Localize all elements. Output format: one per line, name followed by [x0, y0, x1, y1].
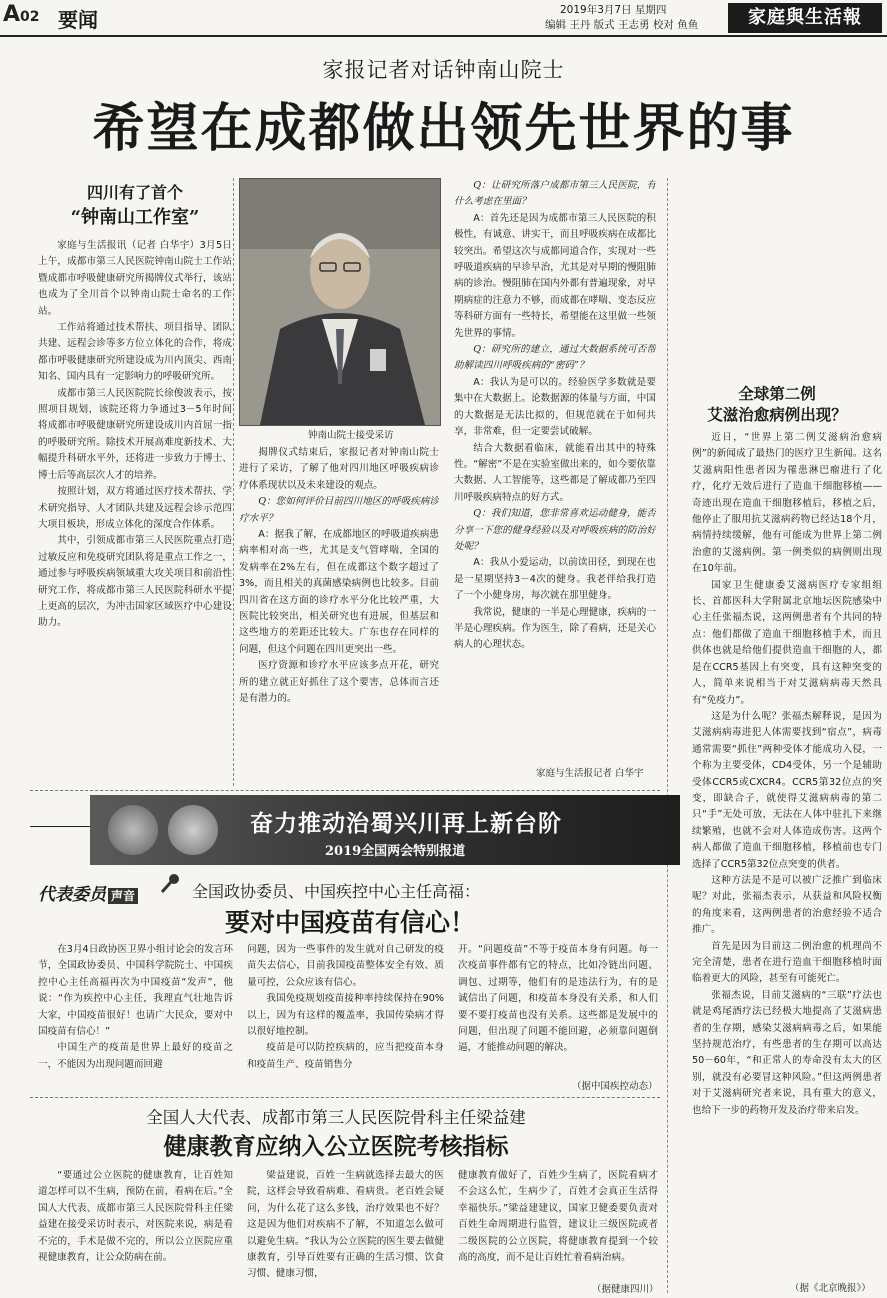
left-story-title-2: “钟南山工作室”: [70, 207, 200, 228]
aids-story-paragraph: 近日，“世界上第二例艾滋病治愈病例”的新闻成了最热门的医疗卫生新闻。这名艾滋病阳性患者因为罹患淋巴瘤进行了化疗，化疗无效后进行了造血干细胞移植——奇迹出现在造血干细胞移植后，移植之后，他停止了服用抗艾滋病药物已经达18个月，病情持续缓解，他有可能成为世界上第二例治愈的艾滋病例。第一例类似的病例则出现在10年前。: [692, 432, 882, 575]
portrait-illustration: [240, 179, 440, 425]
voice-tag: 声音: [108, 888, 138, 904]
section-divider: [30, 1097, 660, 1098]
aids-story-paragraph: 国家卫生健康委艾滋病医疗专家组组长、首都医科大学附属北京地坛医院感染中心主任张福杰说，这两例患者有个共同的特点：他们都做了造血干细胞移植手术，而且供体也就是给他们提供造血干细胞的人，都是在CCR5基因上有突变，具有这种突变的人，简单来说相当于对艾滋病病毒天然具有“免疫力”。: [692, 579, 882, 706]
interview-paragraph: 我常说，健康的一半是心理健康，疾病的一半是心理疾病。作为医生，除了看病，还是关心病人的心理状态。: [454, 606, 656, 651]
left-story-paragraph: 工作站将通过技术帮扶、项目指导、团队共建、远程会诊等多方位立体化的合作，将成都市呼吸健康研究所建设成为川内顶尖、西南知名、国内具有一定影响力的呼吸研究所。: [38, 322, 232, 383]
interview-question: Q：我们知道，您非常喜欢运动健身，能否分享一下您的健身经验以及对呼吸疾病的防治好处呢？: [454, 508, 656, 552]
interview-question: Q：让研究所落户成都市第三人民医院，有什么考虑在里面？: [454, 180, 656, 208]
left-story-paragraph: 家庭与生活报讯（记者 白华宇）3月5日上午，成都市第三人民医院钟南山院士工作站暨成都市呼吸健康研究所揭牌仪式举行，该站也成为了全川首个以钟南山院士命名的工作站。: [38, 240, 232, 317]
vaccine-col-3: [458, 942, 658, 1078]
page-num: 02: [20, 9, 40, 25]
health-col-2: [247, 1168, 444, 1294]
aids-story-source: （据《北京晚报》）: [790, 1283, 871, 1294]
masthead-logo: [728, 3, 882, 33]
left-story-paragraph: 按照计划，双方将通过医疗技术帮扶、学术研究指导、人才团队共建及远程会诊示范四大项目板块，形成立体化的深度合作体系。: [38, 486, 232, 530]
banner-subtitle: 2019全国两会特别报道: [325, 844, 466, 859]
vaccine-paragraph: 问题，因为一些事件的发生就对自己研发的疫苗失去信心，目前我国疫苗整体安全有效、质量可控，公众应该有信心。: [247, 944, 444, 988]
vaccine-paragraph: 在3月4日政协医卫界小组讨论会的发言环节，全国政协委员、中国科学院院士、中国疾控中心主任高福再次为中国疫苗“发声”，他说：“作为疾控中心主任，我理直气壮地告诉大家，中国疫苗很好！也请广大民众，要对中国疫苗有信心！”: [38, 944, 233, 1038]
interview-byline: 家庭与生活报记者 白华宇: [536, 768, 644, 779]
left-story-paragraph: 其中，引领成都市第三人民医院重点打造过敏反应和免疫研究团队将是重点工作之一，通过参与呼吸疾病领域重大攻关项目和前沿性研究工作，将成都市第三人民医院科研水平提上更高的层次，为冲击国家区域医疗中心建设助力。: [38, 535, 232, 629]
interview-question: Q：您如何评价目前四川地区的呼吸疾病诊疗水平？: [239, 496, 439, 524]
aids-story-body: [692, 430, 882, 1275]
aids-story-title-2: 艾滋治愈病例出现？: [707, 405, 847, 424]
left-story-title-1: 四川有了首个: [86, 183, 183, 202]
interview-mid-body: [239, 445, 439, 785]
aids-story-paragraph: 首先是因为目前这二例治愈的机理尚不完全清楚，患者在进行造血干细胞移植时面临着更大的风险，甚至有可能死亡。: [692, 940, 882, 985]
interview-answer: A：据我了解，在成都地区的呼吸道疾病患病率相对高一些，尤其是支气管哮喘，全国的发病率在2%左右，但在成都这个数字超过了3%，而且相关的真菌感染病例也比较多。目前四川省在这方面的诊疗水平分化比较严重，大医院比较突出，相关研究也有进展，但基层和这些地方的差距还比较大。广东也存在同样的问题，但这个问题在四川更突出一些。: [239, 529, 439, 655]
vaccine-paragraph: 中国生产的疫苗是世界上最好的疫苗之一，不能因为出现问题而回避: [38, 1042, 233, 1070]
vaccine-kicker: 全国政协委员、中国疾控中心主任高福：: [192, 882, 481, 901]
aids-story-title-1: 全球第二例: [738, 384, 816, 403]
microphone-icon: [158, 872, 182, 896]
aids-story-paragraph: 张福杰说，目前艾滋病的“三联”疗法也就是鸡尾酒疗法已经极大地提高了艾滋病患者的生存期，感染艾滋病病毒之后，如果能坚持规范治疗，有些患者的生存期可以高达50－60年，“和正常人的寿命没有太大的区别，就没有必要冒这种风险。”但这两例患者对于艾滋病研究者来说，具有重大的意义，也给下一步的药物开发及治疗带来启发。: [692, 989, 882, 1116]
section-divider: [30, 790, 660, 791]
health-col-3: [458, 1168, 658, 1280]
cppcc-emblem-icon: [168, 805, 218, 855]
main-kicker: 家报记者对话钟南山院士: [322, 58, 565, 82]
two-sessions-banner: [90, 795, 680, 865]
banner-main-title: 奋力推动治蜀兴川再上新台阶: [250, 810, 562, 837]
aids-story-paragraph: 这是为什么呢？张福杰解释说，是因为艾滋病病毒进犯人体需要找到“宿点”，病毒通常需要“抓住”两种受体才能成功入侵，一个称为主要受体，CD4受体，另一个是辅助受体CCR5或CXCR4。CCR5第32位点的突变，即缺合子，就使得艾滋病病毒的第二只“手”无处可放，无法在人体中驻扎下来继续繁殖，也就不会对人体造成伤害。这两个病人都做了造血干细胞移植，移植前也专门选择了CCR5第32位点突变的供者。: [692, 710, 882, 870]
left-story-body: [38, 238, 232, 798]
photo-caption: 钟南山院士接受采访: [308, 430, 394, 441]
vaccine-col-1: [38, 942, 233, 1094]
editors-line: 编辑 王丹 版式 王志勇 校对 鱼鱼: [545, 19, 699, 31]
representatives-tag: [38, 880, 138, 905]
section-label: 要闻: [58, 8, 98, 32]
masthead-title: 家庭與生活報: [748, 7, 862, 28]
vaccine-paragraph: 我国免疫规划疫苗接种率持续保持在90%以上，因为有这样的覆盖率，我国传染病才得以很好地控制。: [247, 993, 444, 1038]
vaccine-headline: 要对中国疫苗有信心！: [224, 908, 475, 937]
health-kicker: 全国人大代表、成都市第三人民医院骨科主任梁益建: [146, 1108, 526, 1127]
banner-rule-left: [30, 826, 90, 827]
main-headline: 希望在成都做出领先世界的事: [92, 98, 795, 159]
interview-answer: A：我认为是可以的。经验医学多数就是要集中在大数据上。论数据源的体量与方面，中国的大数据是无法比拟的，但规范就在于如何共享，非常难，但一定要尝试破解。: [454, 376, 656, 438]
health-paragraph: 梁益建说，百姓一生病就选择去最大的医院，这样会导致看病难、看病贵。老百姓会疑问，为什么花了这么多钱，治疗效果也不好？这是因为他们对疾病不了解，不知道怎么做可以避免生病。“我认为公立医院的医生要去做健康教育，引导百姓要有正确的生活习惯、饮食习惯、健康习惯，: [247, 1170, 444, 1280]
interview-answer: A：首先还是因为成都市第三人民医院的积极性，有诚意、讲实干，而且呼吸疾病在成都比较突出。希望这次与成都同道合作，实现对一些呼吸道疾病的早诊早治，尤其是对早期的慢阻肺病的诊治。慢阻肺在国内外都有普遍现象，对早期病症的注意力不够，而成都在哮喘、变态反应等科研方面有一些特长，希望能在这里做一些领先世界的事情。: [454, 212, 656, 339]
state-emblem-icon: [108, 805, 158, 855]
representatives-tag-text: 代表委员: [38, 885, 106, 905]
column-divider: [233, 178, 234, 786]
left-story-paragraph: 成都市第三人民医院院长徐俊波表示，按照项目规划，该院还将力争通过3－5年时间将成都市呼吸健康研究所建设成川内首屈一指的呼吸研究所。除技术开展高难度新技术、大幅提升科研水平外，还将进一步致力于博士、博士后等高层次人才的培养。: [38, 387, 232, 481]
interview-paragraph: 结合大数据看临床，就能看出其中的特殊性。“解密”不是在实验室做出来的，如今要依靠大数据、人工智能等，这些都是了解成都乃至四川呼吸疾病特点的好方式。: [454, 442, 656, 503]
interview-question: Q：研究所的建立，通过大数据系统可否帮助解读四川呼吸疾病的“密码”？: [454, 344, 656, 372]
photo-zhong-nanshan: [239, 178, 441, 426]
interview-paragraph: 医疗资源和诊疗水平应该多点开花，研究所的建立就正好抓住了这个要害，总体而言还是有潜力的。: [239, 660, 439, 705]
interview-answer: A：我从小爱运动，以前读田径，到现在也是一星期坚持3－4次的健身。我老伴给我打造了一个小健身房，每次就在那里健身。: [454, 557, 656, 602]
vaccine-paragraph: 疫苗是可以防控疾病的，应当把疫苗本身和疫苗生产、疫苗销售分: [247, 1042, 444, 1070]
vaccine-paragraph: 开。“问题疫苗”不等于疫苗本身有问题。每一次疫苗事件都有它的特点，比如冷链出问题、调包、过期等，他们有的是违法行为，有的是诚信出了问题，和疫苗本身没有关系，和人们要不要打疫苗也没有关系。这些都是发展中的问题，但出现了问题不能回避，必须靠问题倒逼，才能推动问题的解决。: [458, 944, 658, 1054]
aids-story-paragraph: 这种方法是不是可以被广泛推广到临床呢？对此，张福杰表示，从获益和风险权衡的角度来看，这两例患者的治愈经验不适合推广。: [692, 874, 882, 936]
health-paragraph: 健康教育做好了，百姓少生病了，医院看病才不会这么忙，生病少了，百姓才会真正生活得幸福快乐。”梁益建建议，国家卫健委要负责对百姓生命周期进行监管，建议让三级医院或者二级医院的公立医院，将健康教育提到一个较高的高度，而不是让百姓忙着看病治病。: [458, 1170, 658, 1264]
vaccine-col-2: [247, 942, 444, 1094]
health-source: （据健康四川）: [592, 1284, 659, 1295]
page-number: [3, 2, 40, 27]
issue-date: 2019年3月7日 星期四: [560, 4, 667, 16]
header-rule: [0, 35, 887, 37]
health-headline: 健康教育应纳入公立医院考核指标: [163, 1133, 509, 1160]
interview-right-body: [454, 178, 656, 748]
interview-paragraph: 揭牌仪式结束后，家报记者对钟南山院士进行了采访，了解了他对四川地区呼吸疾病诊疗体系现状以及未来建设的观点。: [239, 447, 439, 491]
health-paragraph: “要通过公立医院的健康教育，让百姓知道怎样可以不生病，预防在前，看病在后。”全国人大代表、成都市第三人民医院骨科主任梁益建在接受采访时表示，对医院来说，病是看不完的，手术是做不完的，所以公立医院应重视健康教育，让公众防病在前。: [38, 1170, 233, 1264]
page-prefix: A: [3, 2, 21, 27]
vaccine-source: （据中国疾控动态）: [572, 1081, 658, 1092]
health-col-1: [38, 1168, 233, 1294]
